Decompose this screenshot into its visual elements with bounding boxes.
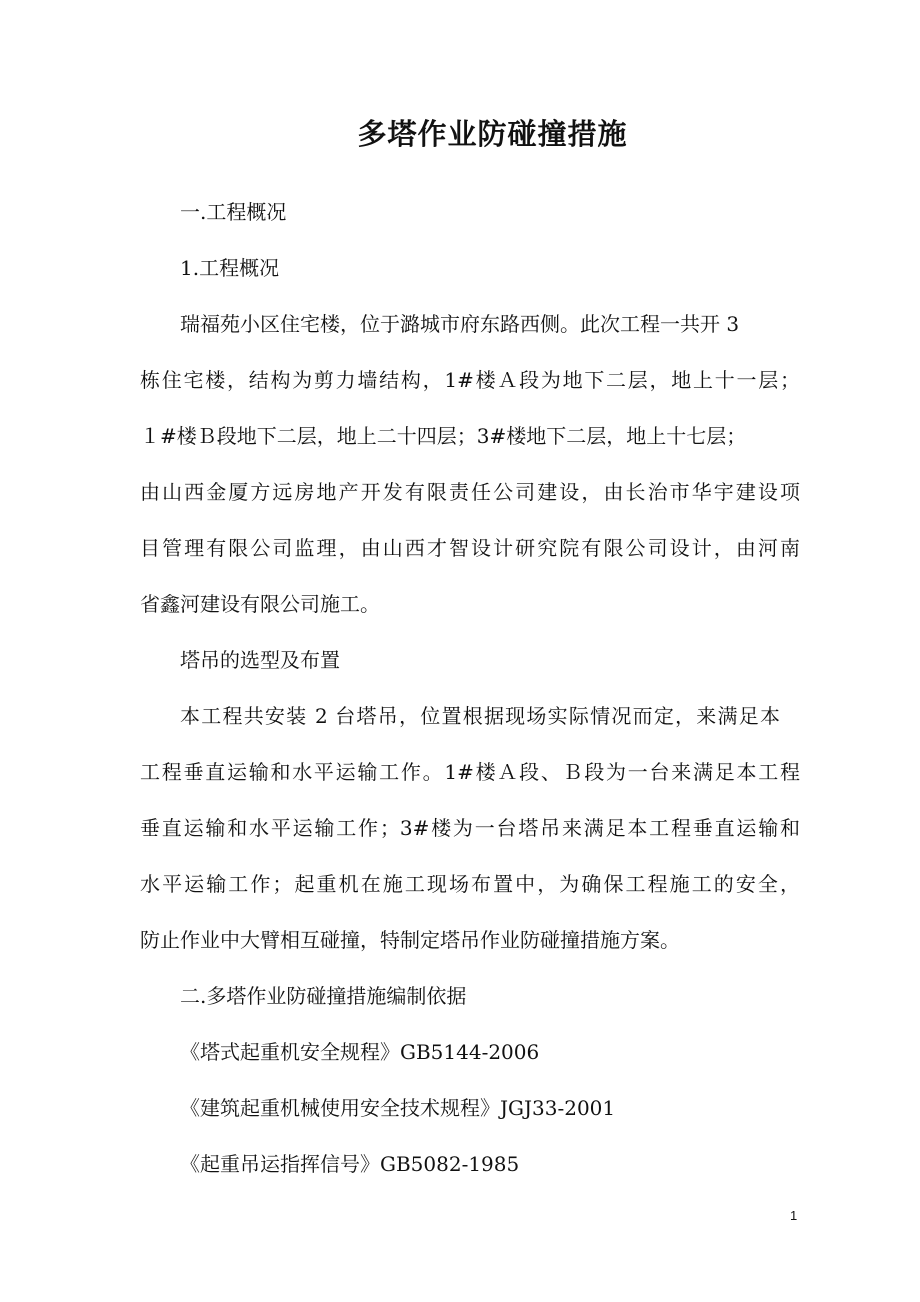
reference-item: 《建筑起重机械使用安全技术规程》JGJ33-2001 <box>180 1096 616 1120</box>
paragraph-line: 由山西金厦方远房地产开发有限责任公司建设，由长治市华宇建设项 <box>140 480 800 504</box>
reference-item: 《塔式起重机安全规程》GB5144-2006 <box>180 1040 540 1064</box>
section-heading-overview: 一.工程概况 <box>180 200 287 224</box>
paragraph-line: 瑞福苑小区住宅楼，位于潞城市府东路西侧。此次工程一共开 3 <box>180 312 740 336</box>
paragraph-line: １#楼Ｂ段地下二层，地上二十四层；3#楼地下二层，地上十七层； <box>140 424 747 448</box>
paragraph-line: 目管理有限公司监理，由山西才智设计研究院有限公司设计，由河南 <box>140 536 800 560</box>
paragraph-line: 本工程共安装 2 台塔吊，位置根据现场实际情况而定，来满足本 <box>180 704 780 728</box>
reference-item: 《起重吊运指挥信号》GB5082-1985 <box>180 1152 520 1176</box>
paragraph-line: 工程垂直运输和水平运输工作。1#楼Ａ段、Ｂ段为一台来满足本工程 <box>140 760 800 784</box>
subsection-heading-overview: 1.工程概况 <box>180 256 280 280</box>
paragraph-line: 垂直运输和水平运输工作；3#楼为一台塔吊来满足本工程垂直运输和 <box>140 816 800 840</box>
paragraph-line: 防止作业中大臂相互碰撞，特制定塔吊作业防碰撞措施方案。 <box>140 928 680 952</box>
paragraph-line: 水平运输工作；起重机在施工现场布置中，为确保工程施工的安全， <box>140 872 800 896</box>
section-heading-crane-layout: 塔吊的选型及布置 <box>180 648 340 672</box>
paragraph-line: 省鑫河建设有限公司施工。 <box>140 592 380 616</box>
page-number: 1 <box>790 1208 798 1223</box>
paragraph-line: 栋住宅楼，结构为剪力墙结构，1#楼Ａ段为地下二层，地上十一层； <box>140 368 800 392</box>
document-title: 多塔作业防碰撞措施 <box>357 117 628 151</box>
section-heading-basis: 二.多塔作业防碰撞措施编制依据 <box>180 984 467 1008</box>
